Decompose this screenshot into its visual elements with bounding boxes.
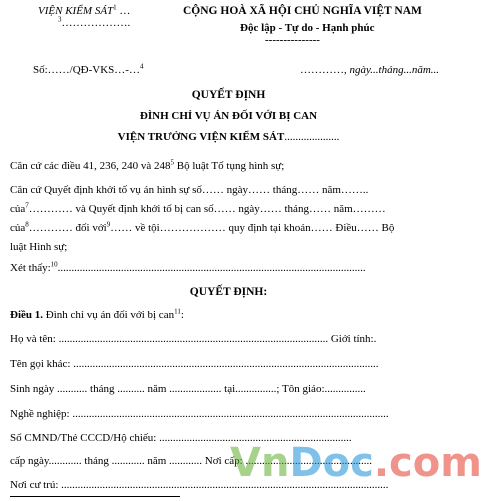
footnote-marker: 7 <box>25 201 29 210</box>
number-text: Số:……/QĐ-VKS…-… <box>33 64 140 76</box>
footnote-marker: 4 <box>139 62 144 71</box>
place-dots: …………, <box>300 64 350 76</box>
basis2-l3-a: của <box>10 222 26 234</box>
document-title: QUYẾT ĐỊNH <box>191 89 266 101</box>
residence-field: Nơi cư trú: ....................................................................................................................... <box>10 479 389 491</box>
consider-dots: ................................................................................................................ <box>57 262 366 274</box>
legal-basis-2-line1: Căn cứ Quyết định khởi tố vụ án hình sự số…… ngày…… tháng…… năm…….. <box>10 184 369 196</box>
legal-basis-1 <box>10 160 284 172</box>
footnote-marker: 8 <box>25 220 29 229</box>
alias-field: Tên gọi khác: ............................................................................................................... <box>10 358 379 370</box>
motto: Độc lập - Tự do - Hạnh phúc <box>240 22 375 34</box>
sub-agency-dots: ………………. <box>61 17 131 29</box>
date-text: ngày...tháng...năm... <box>349 64 440 76</box>
legal-basis-2-line2 <box>10 203 386 215</box>
footnote-marker: 3 <box>58 15 62 24</box>
agency-label: VIỆN KIỂM SÁT <box>38 5 114 17</box>
legal-basis-2-line4: luật Hình sự; <box>10 241 68 253</box>
issue-field: cấp ngày............ tháng ............ năm ............ Nơi cấp: .............................................. <box>10 455 372 467</box>
article1-tail: : <box>180 309 184 321</box>
watermark-part-3: .com <box>373 440 482 486</box>
article1-label: Điều 1. <box>10 309 43 321</box>
consideration-line <box>10 262 366 274</box>
authority-line <box>0 131 457 143</box>
document-subject: ĐÌNH CHỈ VỤ ÁN ĐỐI VỚI BỊ CAN <box>139 110 318 122</box>
decision-date <box>300 64 439 76</box>
agency-dots: … <box>116 5 131 17</box>
watermark-part-1: Vn <box>230 440 290 486</box>
footnote-marker: 5 <box>170 158 175 167</box>
article1-text: Đình chỉ vụ án đối với bị can <box>43 309 175 321</box>
occupation-field: Nghề nghiệp: ................................................................................................................... <box>10 408 389 420</box>
agency-name <box>38 5 130 17</box>
basis1-text: Căn cứ các điều 41, 236, 240 và 248 <box>10 160 171 172</box>
vndoc-watermark-logo <box>230 440 482 486</box>
decision-number <box>33 64 143 76</box>
watermark-part-2: Doc <box>289 440 374 486</box>
basis1-tail: Bộ luật Tố tụng hình sự; <box>174 160 285 172</box>
authority-dots: .................... <box>284 131 340 143</box>
id-field: Số CMND/Thẻ CCCD/Hộ chiếu: ...................................................................... <box>10 432 352 444</box>
motto-underline: --------------- <box>265 34 320 46</box>
footnote-marker: 1 <box>113 3 117 12</box>
sub-agency-line <box>58 17 130 29</box>
footnote-marker: 10 <box>50 260 58 269</box>
article-1 <box>10 309 184 321</box>
basis2-l2-b: ………… và Quyết định khởi tố bị can số…… ngày…… tháng…… năm……… <box>28 203 386 215</box>
consider-label: Xét thấy: <box>10 262 51 274</box>
footnote-divider <box>10 496 180 497</box>
footnote-marker: 9 <box>106 220 111 229</box>
basis2-l3-c: …… về tội……………… quy định tại khoản…… Điều…… Bộ <box>110 222 395 234</box>
basis2-l3-b: ………… đối với <box>28 222 107 234</box>
legal-basis-2-line3 <box>10 222 394 234</box>
name-field: Họ và tên: .................................................................................................. Giới tính:. <box>10 333 377 345</box>
basis2-l2-a: của <box>10 203 26 215</box>
decision-heading: QUYẾT ĐỊNH: <box>189 286 268 298</box>
authority-title: VIỆN TRƯỞNG VIỆN KIỂM SÁT <box>117 131 285 143</box>
footnote-marker: 11 <box>174 307 181 316</box>
birth-field: Sinh ngày ........... tháng .......... năm ................... tại...............; Tôn giáo:............... <box>10 383 366 395</box>
country-name: CỘNG HOÀ XÃ HỘI CHỦ NGHĨA VIỆT NAM <box>183 5 422 17</box>
